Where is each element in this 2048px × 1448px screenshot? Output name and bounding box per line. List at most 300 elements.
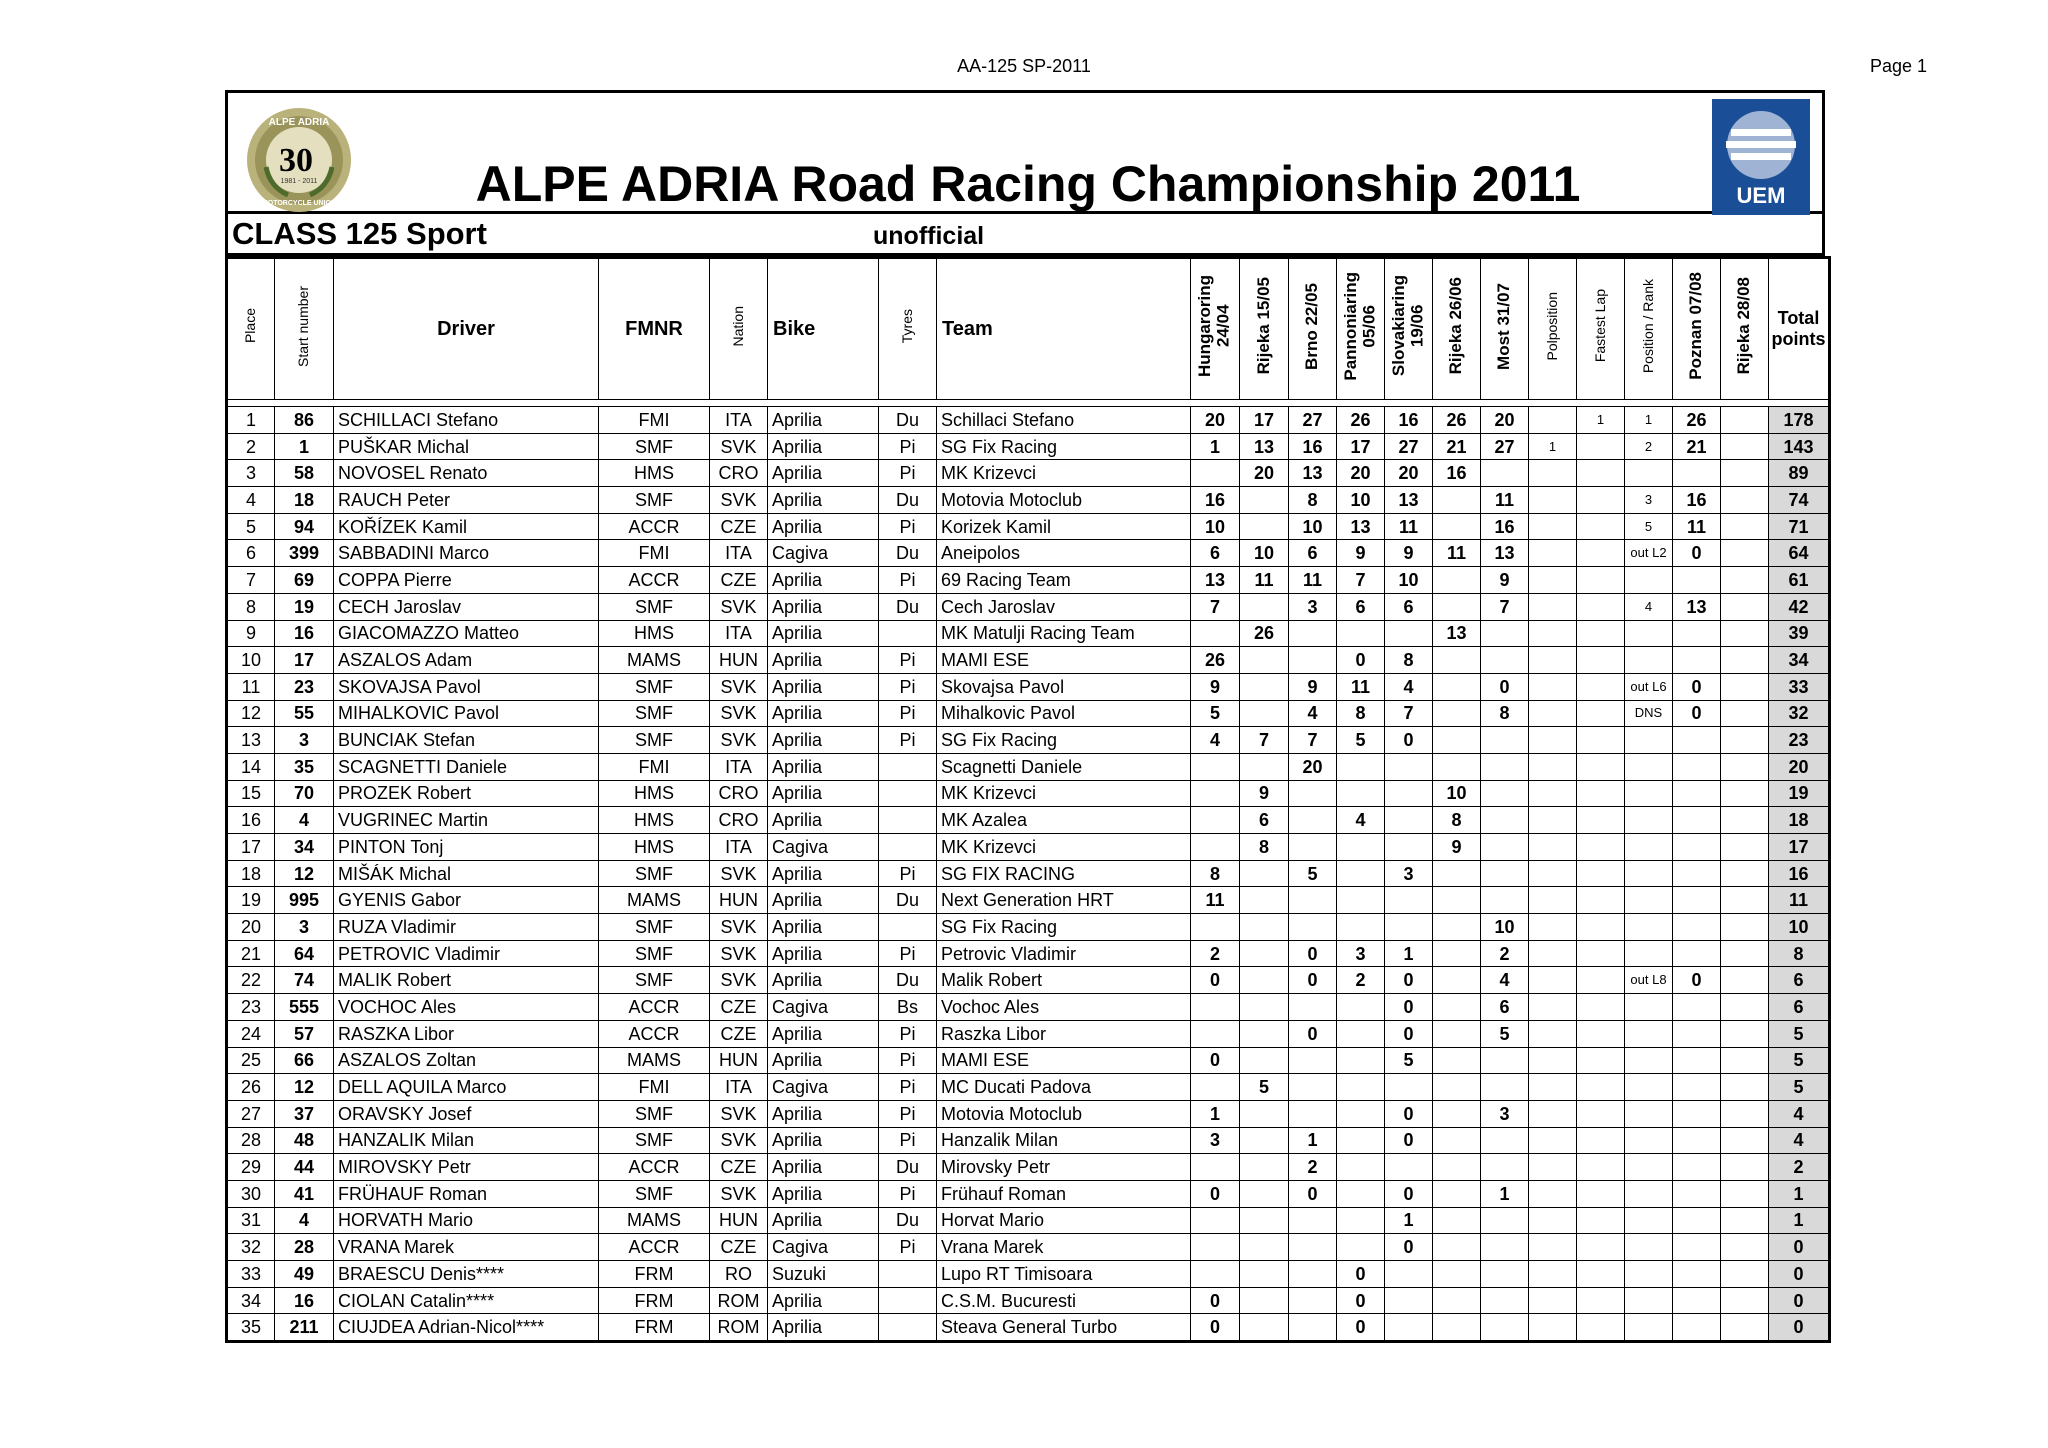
cell-start-number: 4 [275,807,334,834]
cell-rijeka-2 [1721,1020,1769,1047]
cell-tyres: Pi [879,860,937,887]
cell-polposition [1529,967,1577,994]
cell-race-4 [1337,1154,1385,1181]
cell-nation: SVK [710,914,768,941]
cell-bike: Aprilia [768,1047,879,1074]
cell-rijeka-2 [1721,994,1769,1021]
table-row [227,994,1830,1021]
cell-position-rank [1625,1261,1673,1288]
cell-polposition [1529,647,1577,674]
cell-race-6 [1433,1020,1481,1047]
table-row [227,1180,1830,1207]
cell-tyres: Pi [879,1047,937,1074]
cell-race-3: 4 [1289,700,1337,727]
cell-tyres: Pi [879,700,937,727]
cell-race-1: 7 [1191,593,1240,620]
cell-race-5: 0 [1385,727,1433,754]
cell-driver: CIUJDEA Adrian-Nicol**** [334,1314,599,1342]
cell-place: 2 [227,433,275,460]
cell-nation: HUN [710,1047,768,1074]
cell-nation: SVK [710,940,768,967]
cell-place: 14 [227,753,275,780]
cell-place: 24 [227,1020,275,1047]
cell-fmnr: ACCR [599,513,710,540]
cell-fmnr: SMF [599,1180,710,1207]
cell-tyres [879,780,937,807]
cell-place: 33 [227,1261,275,1288]
table-row [227,1207,1830,1234]
cell-fastest-lap [1577,967,1625,994]
cell-fastest-lap [1577,620,1625,647]
cell-race-6 [1433,1207,1481,1234]
cell-race-2 [1240,593,1289,620]
cell-race-4 [1337,1180,1385,1207]
cell-tyres [879,1261,937,1288]
cell-start-number: 37 [275,1100,334,1127]
cell-polposition [1529,1127,1577,1154]
cell-polposition [1529,620,1577,647]
cell-race-6 [1433,753,1481,780]
cell-bike: Cagiva [768,1074,879,1101]
cell-team: Horvat Mario [937,1207,1191,1234]
cell-place: 4 [227,487,275,514]
cell-poznan [1673,1127,1721,1154]
cell-race-7: 9 [1481,567,1529,594]
table-row [227,1154,1830,1181]
table-row [227,1127,1830,1154]
cell-bike: Aprilia [768,460,879,487]
cell-race-2 [1240,994,1289,1021]
cell-nation: ROM [710,1314,768,1342]
cell-total: 4 [1769,1100,1830,1127]
col-polposition: Polposition [1529,258,1577,400]
col-nation: Nation [710,258,768,400]
cell-team: Vrana Marek [937,1234,1191,1261]
cell-polposition [1529,407,1577,434]
cell-race-5 [1385,887,1433,914]
cell-polposition [1529,567,1577,594]
cell-driver: KOŘÍZEK Kamil [334,513,599,540]
cell-race-3: 3 [1289,593,1337,620]
cell-fastest-lap [1577,780,1625,807]
cell-race-5 [1385,753,1433,780]
cell-total: 11 [1769,887,1830,914]
cell-driver: VRANA Marek [334,1234,599,1261]
cell-place: 27 [227,1100,275,1127]
cell-place: 15 [227,780,275,807]
cell-race-6 [1433,647,1481,674]
cell-fmnr: FRM [599,1287,710,1314]
cell-poznan: 0 [1673,700,1721,727]
cell-poznan: 0 [1673,540,1721,567]
cell-place: 26 [227,1074,275,1101]
cell-team: Frühauf Roman [937,1180,1191,1207]
cell-race-3 [1289,1047,1337,1074]
cell-position-rank [1625,780,1673,807]
cell-tyres: Du [879,887,937,914]
cell-driver: VOCHOC Ales [334,994,599,1021]
cell-race-6 [1433,940,1481,967]
cell-race-1: 0 [1191,1047,1240,1074]
cell-race-1: 0 [1191,1287,1240,1314]
cell-driver: PROZEK Robert [334,780,599,807]
cell-start-number: 16 [275,1287,334,1314]
cell-start-number: 70 [275,780,334,807]
cell-total: 20 [1769,753,1830,780]
cell-race-6 [1433,727,1481,754]
cell-tyres: Pi [879,433,937,460]
cell-race-7 [1481,1261,1529,1288]
cell-total: 178 [1769,407,1830,434]
cell-bike: Cagiva [768,540,879,567]
cell-race-7 [1481,647,1529,674]
cell-start-number: 55 [275,700,334,727]
cell-race-6: 11 [1433,540,1481,567]
cell-fmnr: HMS [599,620,710,647]
cell-race-3: 5 [1289,860,1337,887]
cell-rijeka-2 [1721,1207,1769,1234]
cell-poznan [1673,780,1721,807]
cell-race-1: 16 [1191,487,1240,514]
cell-tyres: Du [879,1207,937,1234]
cell-total: 16 [1769,860,1830,887]
cell-race-5: 1 [1385,940,1433,967]
cell-bike: Aprilia [768,567,879,594]
cell-bike: Aprilia [768,647,879,674]
cell-race-3: 1 [1289,1127,1337,1154]
cell-start-number: 69 [275,567,334,594]
cell-race-6 [1433,1261,1481,1288]
col-start-number: Start number [275,258,334,400]
cell-rijeka-2 [1721,1047,1769,1074]
cell-race-1: 26 [1191,647,1240,674]
cell-polposition [1529,1180,1577,1207]
cell-bike: Aprilia [768,1180,879,1207]
cell-rijeka-2 [1721,940,1769,967]
results-body [227,400,1830,1342]
cell-tyres: Du [879,487,937,514]
cell-nation: CZE [710,567,768,594]
cell-place: 17 [227,834,275,861]
cell-race-3 [1289,994,1337,1021]
cell-race-4 [1337,860,1385,887]
cell-nation: ROM [710,1287,768,1314]
cell-race-6 [1433,914,1481,941]
cell-race-1 [1191,807,1240,834]
cell-race-7: 3 [1481,1100,1529,1127]
cell-race-3 [1289,887,1337,914]
cell-race-1: 2 [1191,940,1240,967]
cell-total: 23 [1769,727,1830,754]
cell-poznan [1673,1154,1721,1181]
col-race-1: Hungaroring 24/04 [1191,258,1240,400]
cell-fastest-lap [1577,887,1625,914]
cell-total: 17 [1769,834,1830,861]
cell-position-rank [1625,1314,1673,1342]
cell-nation: CZE [710,513,768,540]
cell-fmnr: ACCR [599,1020,710,1047]
cell-start-number: 4 [275,1207,334,1234]
cell-polposition [1529,753,1577,780]
cell-poznan [1673,940,1721,967]
cell-race-3: 9 [1289,673,1337,700]
cell-bike: Cagiva [768,834,879,861]
cell-nation: SVK [710,1180,768,1207]
cell-race-7 [1481,753,1529,780]
cell-race-5: 27 [1385,433,1433,460]
cell-race-4: 4 [1337,807,1385,834]
cell-position-rank: 2 [1625,433,1673,460]
cell-total: 19 [1769,780,1830,807]
cell-race-5 [1385,914,1433,941]
cell-poznan [1673,1020,1721,1047]
cell-rijeka-2 [1721,887,1769,914]
cell-poznan: 16 [1673,487,1721,514]
cell-race-5: 0 [1385,967,1433,994]
cell-race-4 [1337,1074,1385,1101]
cell-rijeka-2 [1721,593,1769,620]
cell-total: 0 [1769,1314,1830,1342]
cell-tyres: Bs [879,994,937,1021]
cell-bike: Aprilia [768,807,879,834]
cell-position-rank [1625,1074,1673,1101]
cell-start-number: 1 [275,433,334,460]
cell-race-4 [1337,780,1385,807]
cell-polposition [1529,1261,1577,1288]
cell-position-rank [1625,1234,1673,1261]
cell-polposition [1529,1314,1577,1342]
cell-race-1: 1 [1191,433,1240,460]
cell-polposition [1529,1207,1577,1234]
cell-fastest-lap [1577,1207,1625,1234]
cell-nation: RO [710,1261,768,1288]
cell-race-2: 10 [1240,540,1289,567]
cell-race-3: 6 [1289,540,1337,567]
cell-race-1 [1191,753,1240,780]
cell-race-5: 3 [1385,860,1433,887]
cell-race-3: 10 [1289,513,1337,540]
cell-team: Aneipolos [937,540,1191,567]
cell-race-5: 11 [1385,513,1433,540]
cell-start-number: 86 [275,407,334,434]
cell-bike: Aprilia [768,753,879,780]
cell-bike: Aprilia [768,1314,879,1342]
cell-polposition [1529,540,1577,567]
cell-fmnr: SMF [599,727,710,754]
cell-race-3: 16 [1289,433,1337,460]
cell-race-4 [1337,1047,1385,1074]
cell-tyres: Pi [879,567,937,594]
cell-race-5 [1385,1287,1433,1314]
col-race-5: Slovakiaring 19/06 [1385,258,1433,400]
cell-rijeka-2 [1721,967,1769,994]
cell-tyres: Pi [879,940,937,967]
cell-race-1: 6 [1191,540,1240,567]
cell-race-1 [1191,620,1240,647]
cell-race-1 [1191,994,1240,1021]
cell-nation: SVK [710,727,768,754]
cell-position-rank [1625,914,1673,941]
cell-fmnr: SMF [599,700,710,727]
table-row [227,807,1830,834]
cell-bike: Aprilia [768,967,879,994]
cell-race-6 [1433,1100,1481,1127]
cell-nation: ITA [710,834,768,861]
cell-race-5 [1385,1261,1433,1288]
cell-team: MAMI ESE [937,647,1191,674]
cell-position-rank [1625,1127,1673,1154]
status-label: unofficial [873,222,985,250]
cell-race-5 [1385,834,1433,861]
cell-race-3: 13 [1289,460,1337,487]
cell-fastest-lap [1577,914,1625,941]
cell-race-1 [1191,460,1240,487]
cell-driver: FRÜHAUF Roman [334,1180,599,1207]
cell-fmnr: SMF [599,914,710,941]
cell-race-4: 3 [1337,940,1385,967]
cell-bike: Aprilia [768,700,879,727]
cell-polposition [1529,780,1577,807]
cell-polposition [1529,1047,1577,1074]
cell-total: 5 [1769,1020,1830,1047]
cell-race-2 [1240,647,1289,674]
cell-fastest-lap [1577,940,1625,967]
cell-race-7 [1481,1074,1529,1101]
col-race-3: Brno 22/05 [1289,258,1337,400]
cell-place: 19 [227,887,275,914]
cell-race-2 [1240,1261,1289,1288]
cell-driver: ASZALOS Zoltan [334,1047,599,1074]
cell-total: 33 [1769,673,1830,700]
cell-total: 18 [1769,807,1830,834]
table-row [227,460,1830,487]
cell-race-3 [1289,780,1337,807]
cell-race-6 [1433,1234,1481,1261]
cell-race-1: 9 [1191,673,1240,700]
cell-driver: MIŠÁK Michal [334,860,599,887]
document-code: AA-125 SP-2011 [957,56,1091,76]
cell-start-number: 995 [275,887,334,914]
cell-poznan: 11 [1673,513,1721,540]
cell-driver: CECH Jaroslav [334,593,599,620]
cell-race-4: 0 [1337,1314,1385,1342]
table-row [227,753,1830,780]
cell-start-number: 57 [275,1020,334,1047]
cell-race-5: 6 [1385,593,1433,620]
cell-race-4: 20 [1337,460,1385,487]
cell-total: 6 [1769,994,1830,1021]
cell-fmnr: SMF [599,940,710,967]
cell-race-2 [1240,487,1289,514]
cell-race-1 [1191,834,1240,861]
cell-bike: Aprilia [768,727,879,754]
cell-team: Cech Jaroslav [937,593,1191,620]
cell-poznan [1673,753,1721,780]
cell-race-4 [1337,887,1385,914]
table-row [227,433,1830,460]
cell-total: 0 [1769,1287,1830,1314]
col-position-rank: Position / Rank [1625,258,1673,400]
cell-polposition [1529,940,1577,967]
cell-team: Schillaci Stefano [937,407,1191,434]
cell-race-1: 0 [1191,1314,1240,1342]
cell-race-7: 27 [1481,433,1529,460]
cell-poznan: 0 [1673,967,1721,994]
col-fmnr: FMNR [599,258,710,400]
cell-rijeka-2 [1721,460,1769,487]
cell-fastest-lap [1577,860,1625,887]
table-row [227,780,1830,807]
cell-place: 13 [227,727,275,754]
cell-team: Lupo RT Timisoara [937,1261,1191,1288]
cell-tyres [879,834,937,861]
cell-nation: SVK [710,673,768,700]
col-rijeka-2: Rijeka 28/08 [1721,258,1769,400]
col-driver: Driver [334,258,599,400]
cell-fastest-lap [1577,1100,1625,1127]
cell-total: 74 [1769,487,1830,514]
table-row [227,407,1830,434]
cell-team: Skovajsa Pavol [937,673,1191,700]
cell-race-1: 20 [1191,407,1240,434]
cell-race-4 [1337,1207,1385,1234]
cell-fastest-lap [1577,807,1625,834]
cell-poznan [1673,860,1721,887]
cell-race-2 [1240,860,1289,887]
cell-position-rank [1625,834,1673,861]
cell-race-5: 0 [1385,1100,1433,1127]
cell-start-number: 48 [275,1127,334,1154]
cell-fastest-lap [1577,673,1625,700]
cell-driver: MALIK Robert [334,967,599,994]
cell-race-7 [1481,1154,1529,1181]
cell-driver: NOVOSEL Renato [334,460,599,487]
cell-race-3 [1289,1207,1337,1234]
cell-driver: MIHALKOVIC Pavol [334,700,599,727]
cell-race-2 [1240,1180,1289,1207]
cell-nation: ITA [710,620,768,647]
cell-total: 39 [1769,620,1830,647]
table-row [227,1047,1830,1074]
cell-race-1: 11 [1191,887,1240,914]
cell-race-6 [1433,887,1481,914]
cell-poznan [1673,1180,1721,1207]
cell-bike: Aprilia [768,487,879,514]
cell-place: 35 [227,1314,275,1342]
cell-rijeka-2 [1721,753,1769,780]
cell-position-rank [1625,727,1673,754]
cell-tyres [879,1314,937,1342]
cell-fastest-lap [1577,1047,1625,1074]
cell-race-6 [1433,1047,1481,1074]
cell-race-6: 9 [1433,834,1481,861]
cell-start-number: 17 [275,647,334,674]
cell-race-1 [1191,914,1240,941]
cell-fastest-lap [1577,567,1625,594]
cell-poznan [1673,834,1721,861]
cell-rijeka-2 [1721,407,1769,434]
cell-race-3: 7 [1289,727,1337,754]
cell-total: 71 [1769,513,1830,540]
cell-position-rank [1625,753,1673,780]
cell-bike: Aprilia [768,1287,879,1314]
cell-race-7: 4 [1481,967,1529,994]
cell-bike: Aprilia [768,433,879,460]
cell-place: 12 [227,700,275,727]
cell-nation: SVK [710,487,768,514]
cell-race-1: 13 [1191,567,1240,594]
cell-driver: ASZALOS Adam [334,647,599,674]
